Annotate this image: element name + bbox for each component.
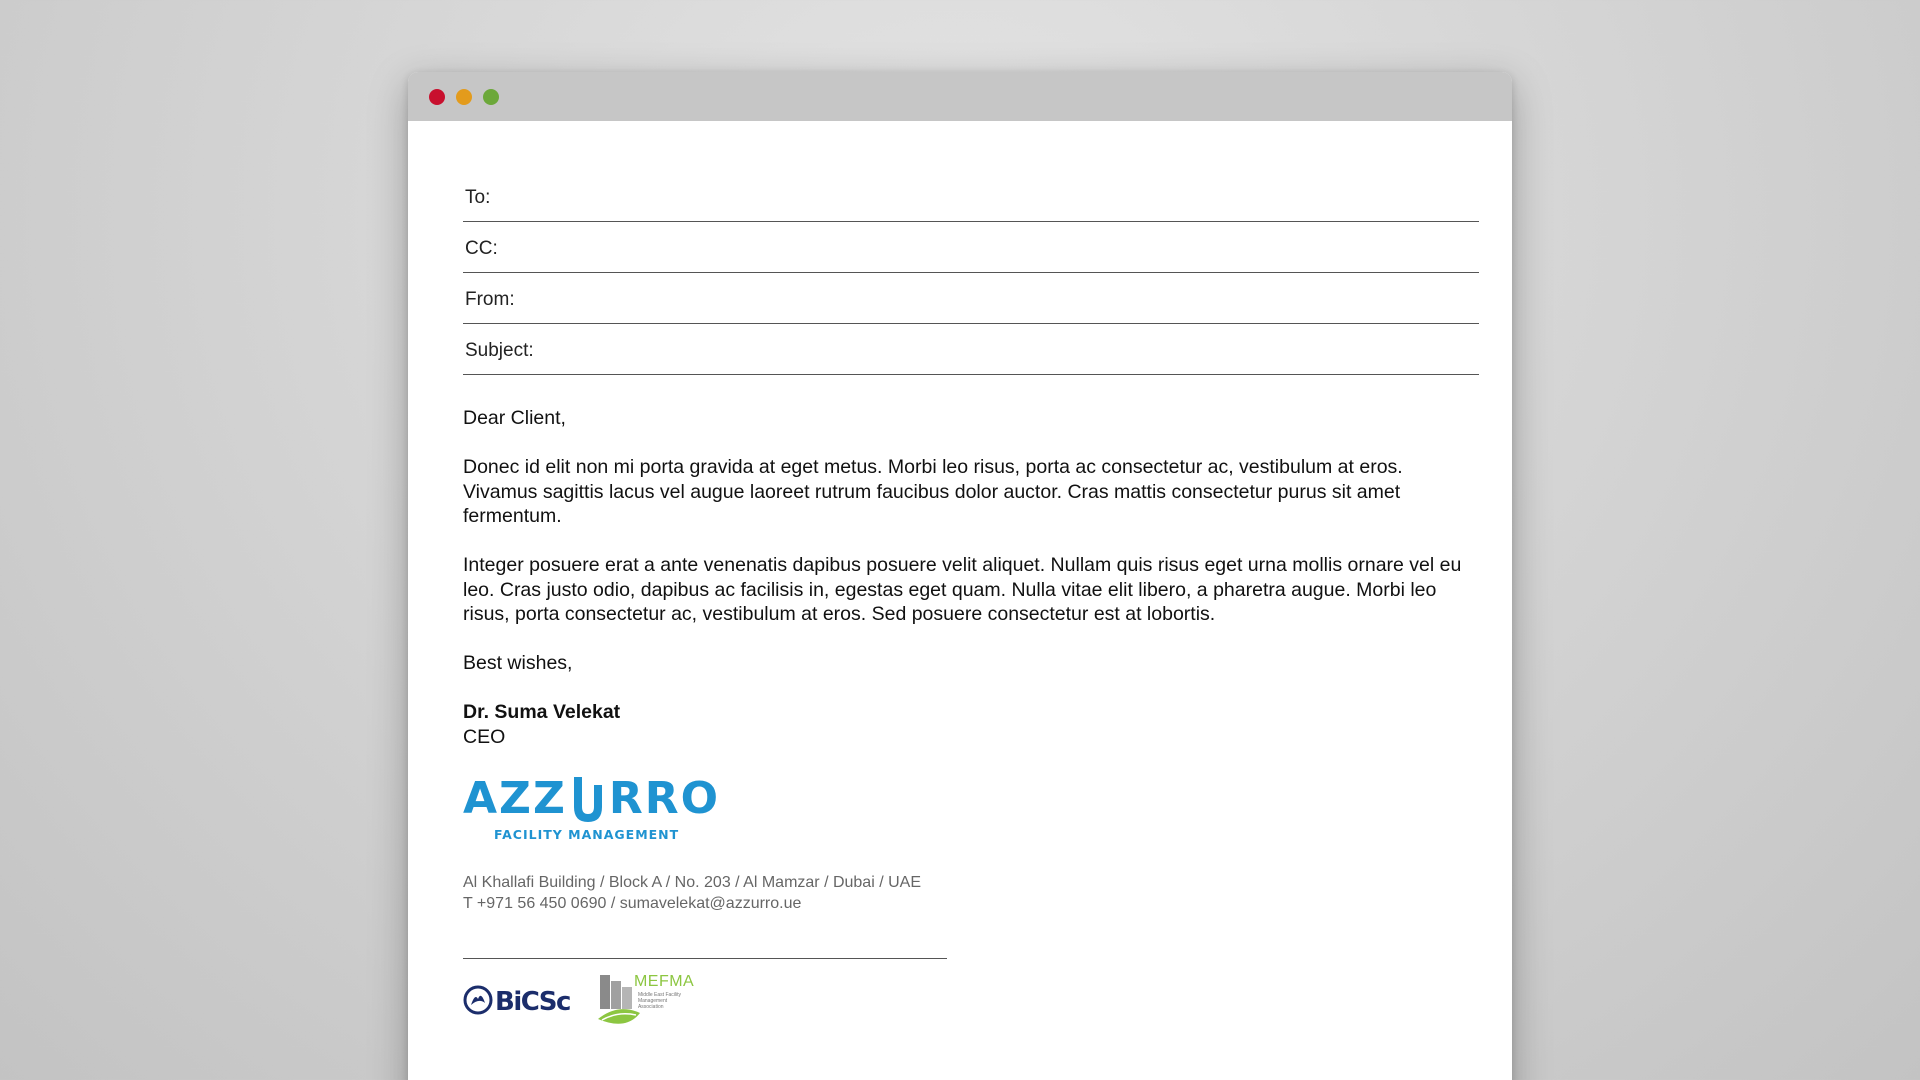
email-header-fields bbox=[463, 171, 1479, 375]
minimize-window-button[interactable] bbox=[456, 89, 472, 105]
affiliation-badges bbox=[463, 973, 1479, 1031]
body-paragraph-2: Integer posuere erat a ante venenatis dapibus posuere velit aliquet. Nullam quis risus eget urna mollis ornare vel eu leo. Cras justo odio, dapibus ac facilisis in, egestas eget quam. Nulla vitae elit libero, a pharetra augue. Morbi leo risus, porta consectetur ac, vestibulum at eros. Sed posuere consectetur est at lobortis. bbox=[463, 554, 1462, 625]
subject-field[interactable] bbox=[463, 324, 1479, 375]
cc-field[interactable] bbox=[463, 222, 1479, 273]
window-titlebar bbox=[408, 72, 1512, 121]
from-label: From: bbox=[465, 289, 515, 310]
signature-divider bbox=[463, 958, 947, 959]
mefma-tagline: Middle East Facility Management Association bbox=[637, 992, 682, 1010]
maximize-window-button[interactable] bbox=[483, 89, 499, 105]
signer-name: Dr. Suma Velekat bbox=[463, 701, 621, 723]
body-paragraph-1: Donec id elit non mi porta gravida at eget metus. Morbi leo risus, porta ac consectetur ac, vestibulum at eros. Vivamus sagittis lacus vel augue laoreet rutrum faucibus dolor auctor. Cras mattis consectetur purus sit amet fermentum. bbox=[463, 456, 1403, 527]
email-content bbox=[463, 121, 1479, 1031]
subject-label: Subject: bbox=[465, 340, 534, 361]
mefma-badge bbox=[596, 973, 694, 1031]
signer-title: CEO bbox=[463, 725, 506, 748]
contact-line: T +971 56 450 0690 / sumavelekat@azzurro.ue bbox=[463, 895, 802, 912]
bicsc-emblem-icon bbox=[463, 985, 493, 1020]
closing: Best wishes, bbox=[463, 652, 573, 674]
logo-subtitle: FACILITY MANAGEMENT bbox=[494, 827, 680, 842]
bicsc-badge bbox=[463, 985, 570, 1020]
cc-label: CC: bbox=[465, 238, 498, 259]
signature-block bbox=[463, 700, 1479, 749]
azzurro-logo bbox=[463, 773, 721, 842]
email-body bbox=[463, 406, 1479, 749]
azzurro-wordmark bbox=[463, 773, 721, 824]
to-field[interactable] bbox=[463, 171, 1479, 222]
logo-text-right: RRO bbox=[608, 773, 721, 824]
bicsc-text: BiCSc bbox=[495, 987, 570, 1017]
to-label: To: bbox=[465, 187, 491, 208]
mefma-text: MEFMA bbox=[633, 973, 695, 990]
address-line: Al Khallafi Building / Block A / No. 203 / Al Mamzar / Dubai / UAE bbox=[463, 874, 921, 891]
from-field[interactable] bbox=[463, 273, 1479, 324]
close-window-button[interactable] bbox=[429, 89, 445, 105]
contact-details bbox=[463, 872, 1479, 914]
greeting: Dear Client, bbox=[463, 407, 566, 429]
email-window bbox=[408, 72, 1512, 1080]
logo-text-left: AZZ bbox=[463, 773, 567, 824]
logo-u-mark-icon bbox=[570, 777, 606, 822]
